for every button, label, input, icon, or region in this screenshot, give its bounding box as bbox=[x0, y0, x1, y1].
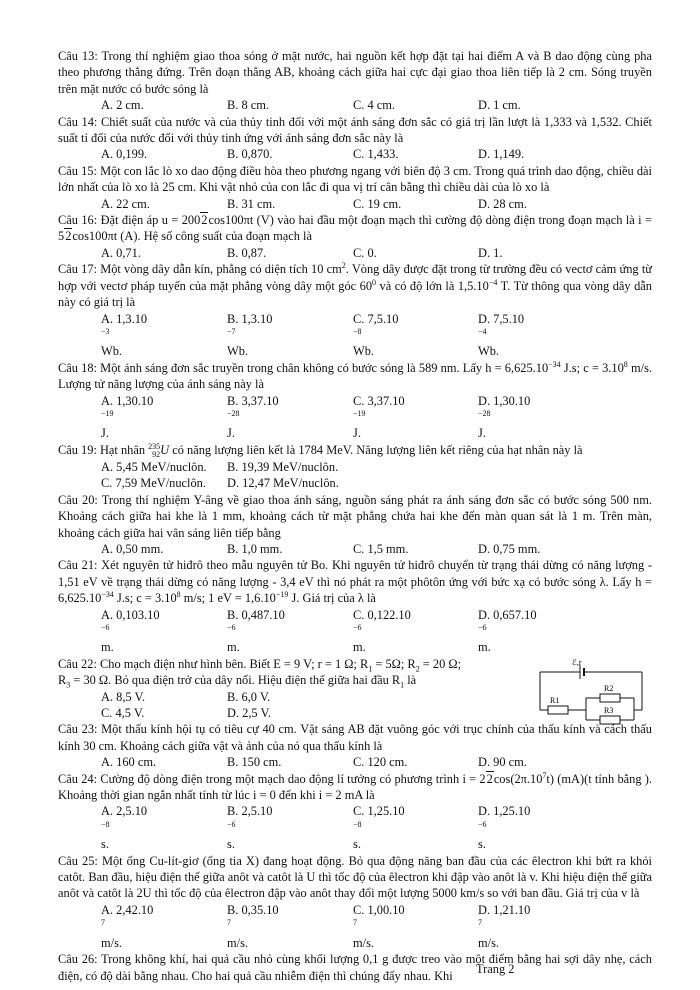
option-d: D. 1,149. bbox=[478, 147, 525, 162]
question-15: Câu 15: Một con lắc lò xo dao động điều hòa theo phương ngang với biên độ 3 cm. Trong quá trình dao động, chiều dài lớn nhất của lò xo là 25 cm. Khi vật nhỏ của con lắc đi qua vị trí cân bằng thì chiều dài của lò xo là bbox=[58, 163, 652, 195]
question-23: Câu 23: Một thấu kính hội tụ có tiêu cự 40 cm. Vật sáng AB đặt vuông góc với trục chính của thấu kính và cách thấu kính 30 cm. Khoảng cách giữa vật và ảnh của nó qua thấu kính là bbox=[58, 722, 652, 753]
option-a: A. 0,199. bbox=[101, 147, 148, 162]
option-a: A. 2,42.10$^7$m/s. bbox=[101, 902, 154, 950]
question-25: Câu 25: Một ống Cu-lít-giơ (ống tia X) đang hoạt động. Bỏ qua động năng ban đầu của các êlectron khi bứt ra khỏi catôt. Ban đầu, hiệu điện thế giữa anôt và catôt là U thì tốc độ của êlectron khi đập vào anôt là v. Khi hiệu điện thế giữa anôt và catôt là 2U thì tốc độ của êlectron đập vào anôt thay đổi một lượng 5000 km/s so với ban đầu. Giá trị của v là bbox=[58, 853, 652, 901]
question-24: Câu 24: Cường độ dòng điện trong một mạch dao động lí tưởng có phương trình $i = 22\cos(2\pi.10^7t)$ (mA)(t tính bằng ). Khoảng thời gian ngắn nhất tính từ lúc i = 0 đến khi i = 2 mA là bbox=[58, 770, 653, 803]
option-a: A. 2 cm. bbox=[101, 98, 144, 113]
option-d: D. 1. bbox=[478, 245, 503, 260]
options-14 bbox=[58, 146, 652, 162]
option-c: C. 19 cm. bbox=[353, 196, 402, 211]
option-d: D. $1,30.10^{-28}J$. bbox=[478, 393, 531, 441]
resistor-r3 bbox=[600, 716, 620, 724]
options-17 bbox=[58, 311, 652, 360]
sqrt-sign: 2 bbox=[65, 229, 72, 244]
option-b: B. 150 cm. bbox=[227, 755, 282, 770]
option-c: C. 1,00.10$^7$m/s. bbox=[353, 902, 405, 950]
options-23 bbox=[58, 754, 652, 770]
option-b: B. 19,39 MeV/nuclôn. bbox=[227, 459, 339, 474]
options-13 bbox=[58, 97, 652, 113]
option-b: B. $3,37.10^{-28}J$. bbox=[227, 393, 279, 441]
option-d: D. 0,75 mm. bbox=[478, 541, 541, 556]
question-26: Câu 26: Trong không khí, hai quả cầu nhỏ cùng khối lượng 0,1 g được treo vào một điểm bằng hai sợi dây nhẹ, cách điện, có độ dài bằng nhau. Cho hai quả cầu nhiễm điện thì chúng đẩy nhau. Khi bbox=[58, 952, 652, 983]
option-a: A. 160 cm. bbox=[101, 755, 157, 770]
page-number: Trang 2 bbox=[476, 962, 515, 976]
question-20: Câu 20: Trong thí nghiệm Y-âng về giao thoa ánh sáng, nguồn sáng phát ra ánh sáng đơn sắc có bước sóng 500 nm. Khoảng cách giữa hai khe là 1 mm, khoảng cách từ mặt phẳng chứa hai khe đến màn quan sát là 1 m. Trên màn, khoảng cách giữa hai vân sáng liên tiếp bằng bbox=[58, 492, 652, 540]
option-d: D. 1 cm. bbox=[478, 98, 521, 113]
sqrt-sign: 2 bbox=[201, 213, 208, 228]
option-c: C. 4,5 V. bbox=[101, 706, 145, 720]
option-b: B. 31 cm. bbox=[227, 196, 276, 211]
question-22: Câu 22: Cho mạch điện như hình bên. Biết E = 9 V; r = 1 Ω; $R_1 = 5\Omega$; $R_2 = 20$ Ω; $R_3 = 30$ Ω. Bỏ qua điện trở của dây nối. Hiệu điện thế giữa hai đầu $R_1$ là bbox=[58, 656, 462, 690]
option-b: B. 8 cm. bbox=[227, 98, 269, 113]
option-c: C. 120 cm. bbox=[353, 755, 408, 770]
option-d: D. 12,47 MeV/nuclôn. bbox=[227, 476, 339, 491]
option-a: A. 22 cm. bbox=[101, 196, 150, 211]
question-14: Câu 14: Chiết suất của nước và của thủy tinh đối với một ánh sáng đơn sắc có giá trị lần lượt là 1,333 và 1,532. Chiết suất tỉ đối của nước đối với thủy tinh ứng với ánh sáng đơn sắc này là bbox=[58, 114, 652, 146]
source-label: ℰ,r bbox=[572, 657, 582, 667]
options-18 bbox=[58, 393, 652, 442]
circuit-diagram bbox=[536, 658, 648, 726]
option-b: B. 0,87. bbox=[227, 245, 267, 260]
question-21: Câu 21: Xét nguyên tử hiđrô theo mẫu nguyên tử Bo. Khi nguyên tử hiđrô chuyển từ trạng thái dừng có năng lượng - 1,51 eV về trạng thái dừng có năng lượng - 3,4 eV thì nó phát ra một phôtôn ứng với bức xạ có bước sóng λ. Lấy $h = 6,625.10^{-34}$ J.s; $c = 3.10^8$ m/s; 1 eV = $1,6.10^{-19}$ J. Giá trị của λ là bbox=[58, 558, 652, 606]
option-d: D. 1,21.10$^7$m/s. bbox=[478, 902, 531, 950]
option-d: D. $7,5.10^{-4}Wb$. bbox=[478, 311, 525, 359]
option-a: A. 0,71. bbox=[101, 245, 141, 260]
option-d: D. 2,5 V. bbox=[227, 706, 271, 720]
question-19: Câu 19: Hạt nhân 235 92 U có năng lượng liên kết là 1784 MeV. Năng lượng liên kết riêng của hạt nhân này là bbox=[58, 441, 583, 459]
r2-label: R2 bbox=[604, 683, 614, 693]
resistor-r1 bbox=[548, 706, 568, 714]
question-16: Câu 16: Đặt điện áp u = 2002cos100πt (V) vào hai đầu một đoạn mạch thì cường độ dòng điện trong đoạn mạch là i = 52cos100πt (A). Hệ số công suất của đoạn mạch là bbox=[58, 213, 652, 244]
sqrt-sign: 2 bbox=[486, 771, 493, 786]
options-24 bbox=[58, 803, 652, 852]
option-b: B. 0,870. bbox=[227, 147, 273, 162]
r3-label: R3 bbox=[604, 705, 614, 715]
option-c: C. 0. bbox=[353, 245, 377, 260]
resistor-r2 bbox=[600, 694, 620, 702]
option-d: D. 90 cm. bbox=[478, 755, 527, 770]
options-16 bbox=[58, 245, 652, 261]
option-a: A. 8,5 V. bbox=[101, 689, 145, 704]
option-a: A. $2,5.10^{-8}s$. bbox=[101, 804, 148, 852]
nuclide-notation: 235 92 bbox=[148, 441, 161, 459]
option-b: B. $0,487.10^{-6}m$. bbox=[227, 607, 285, 655]
options-20 bbox=[58, 541, 652, 557]
question-13: Câu 13: Trong thí nghiệm giao thoa sóng ở mặt nước, hai nguồn kết hợp đặt tại hai điểm A và B dao động cùng pha theo phương thẳng đứng. Trên đoạn thẳng AB, khoảng cách giữa hai cực đại giao thoa liên tiếp là 2 cm. Sóng truyền trên mặt nước có bước sóng là bbox=[58, 49, 652, 96]
option-c: C. $0,122.10^{-6}m$. bbox=[353, 607, 411, 655]
option-c: C. 4 cm. bbox=[353, 98, 395, 113]
option-c: C. $7,5.10^{-8}Wb$. bbox=[353, 311, 399, 359]
option-b: B. $2,5.10^{-6}s$. bbox=[227, 804, 273, 852]
option-b: B. 6,0 V. bbox=[227, 689, 271, 704]
option-a: A. $1,3.10^{-3}Wb$. bbox=[101, 311, 148, 359]
option-a: A. $0,103.10^{-6}m$. bbox=[101, 607, 160, 655]
option-c: C. $1,25.10^{-8}s$. bbox=[353, 804, 405, 852]
question-22-block bbox=[58, 656, 652, 722]
question-18: Câu 18: Một ánh sáng đơn sắc truyền trong chân không có bước sóng là 589 nm. Lấy $h = 6,625.10^{-34}$ J.s; $c = 3.10^8$ m/s. Lượng tử năng lượng của ánh sáng này là bbox=[58, 359, 652, 392]
exam-page bbox=[58, 48, 652, 984]
option-b: B. $1,3.10^{-7}Wb$. bbox=[227, 311, 273, 359]
option-b: B. 1,0 mm. bbox=[227, 541, 283, 556]
option-c: C. 7,59 MeV/nuclôn. bbox=[101, 476, 206, 491]
option-c: C. $3,37.10^{-19}J$. bbox=[353, 393, 405, 441]
option-c: C. 1,5 mm. bbox=[353, 541, 409, 556]
option-c: C. 1,433. bbox=[353, 147, 399, 162]
option-d: D. 28 cm. bbox=[478, 196, 527, 211]
option-b: B. 0,35.10$^7$m/s. bbox=[227, 902, 279, 950]
option-a: A. 5,45 MeV/nuclôn. bbox=[101, 459, 207, 474]
options-15 bbox=[58, 196, 652, 212]
option-a: A. 0,50 mm. bbox=[101, 541, 164, 556]
option-d: D. $0,657.10^{-6}m$. bbox=[478, 607, 537, 655]
options-19 bbox=[58, 459, 652, 492]
options-25 bbox=[58, 902, 652, 951]
options-21 bbox=[58, 607, 652, 656]
option-a: A. $1,30.10^{-19}J$. bbox=[101, 393, 154, 441]
option-d: D. $1,25.10^{-6}s$. bbox=[478, 804, 531, 852]
question-17: Câu 17: Một vòng dây dẫn kín, phẳng có diện tích 10 $cm^2$. Vòng dây được đặt trong từ trường đều có vectơ cảm ứng từ hợp với vectơ pháp tuyến của mặt phẳng vòng dây một góc $60^0$ và có độ lớn là $1,5.10^{-4}$ T. Từ thông qua vòng dây dẫn này có giá trị là bbox=[58, 261, 652, 310]
r1-label: R1 bbox=[550, 695, 560, 705]
